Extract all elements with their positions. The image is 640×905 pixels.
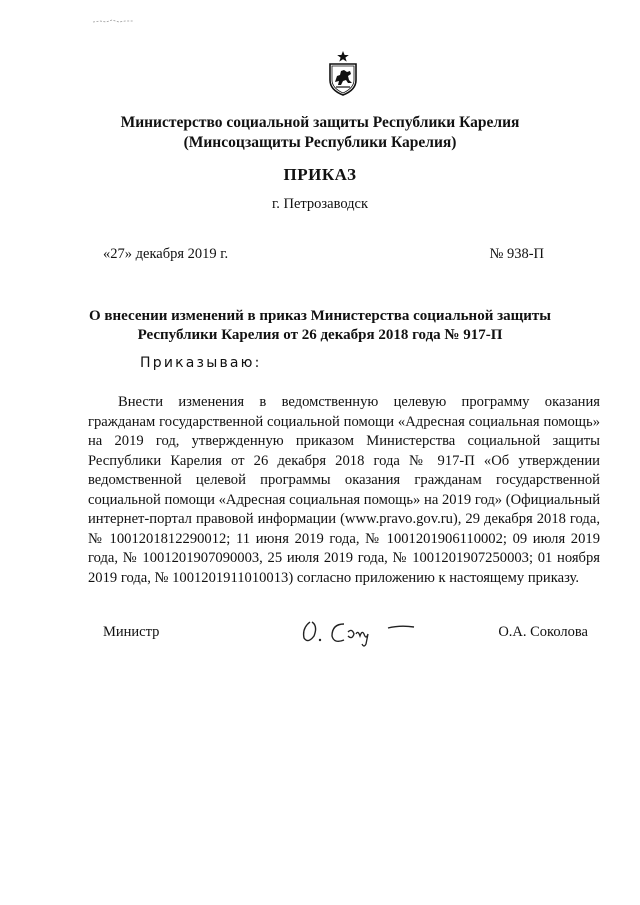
signer-name: О.А. Соколова	[498, 624, 588, 640]
ministry-name: Министерство социальной защиты Республики Карелия	[120, 114, 520, 131]
document-type: ПРИКАЗ	[283, 165, 357, 184]
order-command: Приказываю:	[140, 355, 262, 371]
coat-of-arms-icon	[326, 50, 360, 96]
document-date: «27» декабря 2019 г.	[103, 246, 229, 262]
city: г. Петрозаводск	[271, 196, 369, 212]
ministry-short-name: (Минсоцзащиты Республики Карелия)	[183, 134, 457, 151]
handwritten-signature	[296, 610, 426, 650]
signer-position: Министр	[103, 624, 160, 640]
document-number: № 938-П	[489, 246, 544, 262]
subject-line-2: Республики Карелия от 26 декабря 2018 года № 917-П	[137, 327, 503, 343]
body-paragraph: Внести изменения в ведомственную целевую программу оказания гражданам государственной социальной помощи «Адресная социальная помощь» на 2019 год, утвержденную приказом Министерства социальной защиты Республики Карелия от 26 декабря 2018 года № 917-П «Об утверждении ведомственной целевой программы оказания гражданам государственной социальной помощи «Адресная социальная помощь» на 2019 год» (Официальный интернет-портал правовой информации (www.pravo.gov.ru), 29 декабря 2018 года, № 1001201812290012; 11 июня 2019 года, № 1001201906110002; 09 июля 2019 года, № 1001201907090003, 25 июля 2019 года, № 1001201907250003; 01 ноября 2019 года, № 1001201911010013) согласно приложению к настоящему приказу.	[88, 394, 600, 586]
subject-line-1: О внесении изменений в приказ Министерства социальной защиты	[88, 308, 552, 324]
scan-artifact	[92, 18, 134, 24]
